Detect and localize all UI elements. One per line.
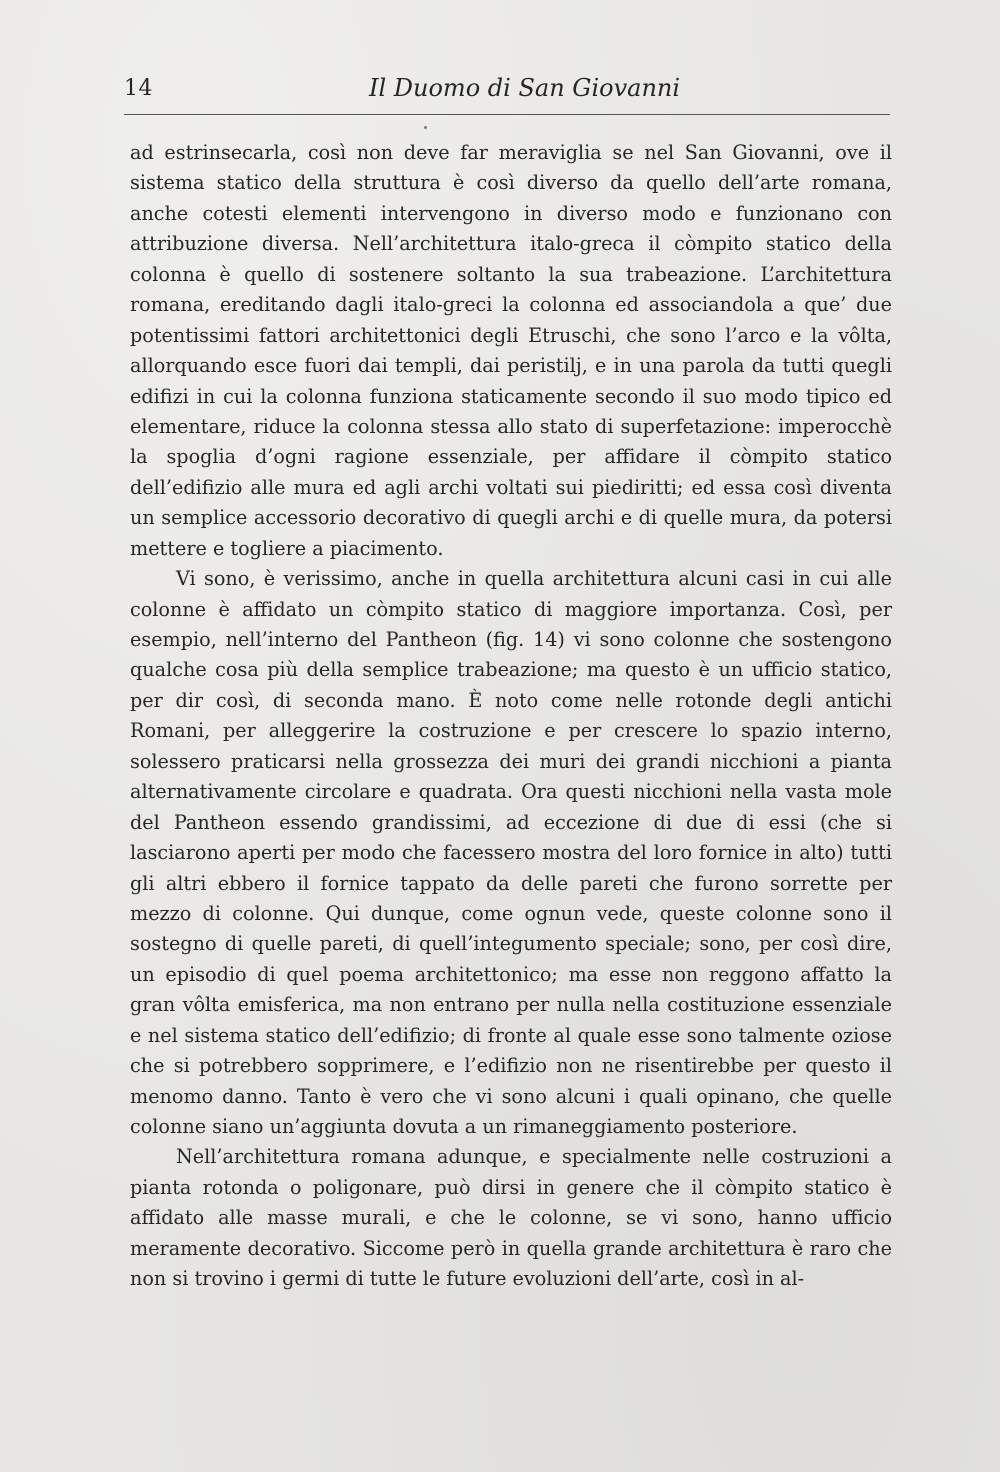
body-text [130, 138, 892, 1295]
paragraph-continuation: ad estrinsecarla, così non deve far meraviglia se nel San Giovanni, ove il sistema statico della struttura è così diverso da quello dell’arte romana, anche cotesti elementi intervengono in diverso modo e funzionano con attribuzione diversa. Nell’architettura italo-greca il còmpito statico della colonna è quello di sostenere soltanto la sua trabeazione. L’architettura romana, ereditando dagli italo-greci la colonna ed associandola a que’ due potentissimi fattori architettonici degli Etruschi, che sono l’arco e la vôlta, allorquando esce fuori dai templi, dai peristilj, e in una parola da tutti quegli edifizi in cui la colonna funziona staticamente secondo il suo modo tipico ed elementare, riduce la colonna stessa allo stato di superfetazione: imperocchè la spoglia d’ogni ragione essenziale, per affidare il còmpito statico dell’edifizio alle mura ed agli archi voltati sui piediritti; ed essa così diventa un semplice accessorio decorativo di quegli archi e di quelle mura, da potersi mettere e togliere a piacimento. [130, 141, 892, 560]
running-head [124, 74, 890, 114]
running-title: Il Duomo di San Giovanni [369, 74, 681, 102]
paper-speck [424, 126, 427, 129]
paragraph-roman-architecture: Nell’architettura romana adunque, e specialmente nelle costruzioni a pianta rotonda o poligonare, può dirsi in genere che il còmpito statico è affidato alle masse murali, e che le colonne, se vi sono, hanno ufficio meramente decorativo. Siccome però in quella grande architettura è raro che non si trovino i germi di tutte le future evoluzioni dell’arte, così in al- [130, 1145, 892, 1291]
paragraph-pantheon: Vi sono, è verissimo, anche in quella architettura alcuni casi in cui alle colonne è affidato un còmpito statico di maggiore importanza. Così, per esempio, nell’interno del Pantheon (fig. 14) vi sono colonne che sostengono qualche cosa più della semplice trabeazione; ma questo è un ufficio statico, per dir così, di seconda mano. È noto come nelle rotonde degli antichi Romani, per alleggerire la costruzione e per crescere lo spazio interno, solessero praticarsi nella grossezza dei muri dei grandi nicchioni a pianta alternativamente circolare e quadrata. Ora questi nicchioni nella vasta mole del Pantheon essendo grandissimi, ad eccezione di due di essi (che si lasciarono aperti per modo che facessero mostra del loro fornice in alto) tutti gli altri ebbero il fornice tappato da delle pareti che furono sorrette per mezzo di colonne. Qui dunque, come ognun vede, queste colonne sono il sostegno di quelle pareti, di quell’integumento speciale; sono, per così dire, un episodio di quel poema architettonico; ma esse non reggono affatto la gran vôlta emisferica, ma non entrano per nulla nella costituzione essenziale e nel sistema statico dell’edifizio; di fronte al quale esse sono talmente oziose che si potrebbero sopprimere, e l’edifizio non ne risentirebbe per questo il menomo danno. Tanto è vero che vi sono alcuni i quali opinano, che quelle colonne siano un’aggiunta dovuta a un rimaneggiamento posteriore. [130, 567, 892, 1138]
page-number: 14 [124, 76, 153, 101]
header-rule [124, 114, 890, 115]
